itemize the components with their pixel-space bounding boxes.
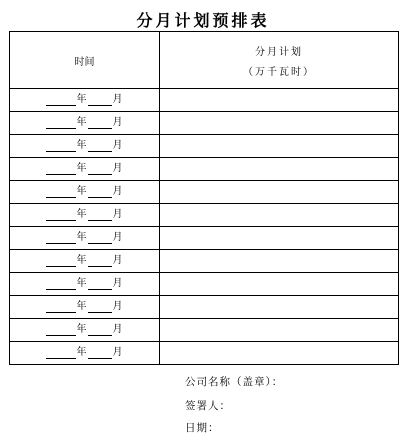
month-blank[interactable] xyxy=(88,209,112,221)
year-blank[interactable] xyxy=(46,140,76,152)
table-row xyxy=(10,227,399,250)
table-row xyxy=(10,296,399,319)
year-blank[interactable] xyxy=(46,186,76,198)
month-unit: 月 xyxy=(112,232,123,243)
table-row xyxy=(10,158,399,181)
date-cell[interactable] xyxy=(10,319,160,342)
month-unit: 月 xyxy=(112,347,123,358)
header-plan-title: 分月计划 xyxy=(255,46,303,58)
plan-value-cell[interactable] xyxy=(160,319,399,342)
date-cell[interactable] xyxy=(10,273,160,296)
month-blank[interactable] xyxy=(88,278,112,290)
year-unit: 年 xyxy=(76,278,87,289)
month-unit: 月 xyxy=(112,94,123,105)
year-blank[interactable] xyxy=(46,117,76,129)
month-blank[interactable] xyxy=(88,94,112,106)
plan-value-cell[interactable] xyxy=(160,204,399,227)
date-cell[interactable] xyxy=(10,250,160,273)
year-blank[interactable] xyxy=(46,232,76,244)
date-cell[interactable] xyxy=(10,89,160,112)
month-blank[interactable] xyxy=(88,347,112,359)
date-cell[interactable] xyxy=(10,158,160,181)
header-monthly-plan xyxy=(160,32,399,89)
plan-value-cell[interactable] xyxy=(160,250,399,273)
company-name-label: 公司名称（盖章）： xyxy=(185,376,284,388)
month-unit: 月 xyxy=(112,324,123,335)
table-row xyxy=(10,112,399,135)
month-unit: 月 xyxy=(112,163,123,174)
plan-value-cell[interactable] xyxy=(160,112,399,135)
year-blank[interactable] xyxy=(46,255,76,267)
year-unit: 年 xyxy=(76,186,87,197)
month-unit: 月 xyxy=(112,255,123,266)
monthly-plan-table xyxy=(9,31,399,365)
header-time: 时间 xyxy=(10,32,160,89)
plan-value-cell[interactable] xyxy=(160,227,399,250)
year-unit: 年 xyxy=(76,117,87,128)
header-plan-unit: （万千瓦时） xyxy=(243,66,315,78)
plan-value-cell[interactable] xyxy=(160,158,399,181)
table-row xyxy=(10,89,399,112)
table-row xyxy=(10,273,399,296)
date-cell[interactable] xyxy=(10,112,160,135)
month-blank[interactable] xyxy=(88,140,112,152)
year-unit: 年 xyxy=(76,140,87,151)
year-unit: 年 xyxy=(76,163,87,174)
year-unit: 年 xyxy=(76,255,87,266)
table-row xyxy=(10,181,399,204)
form-title: 分月计划预排表 xyxy=(136,11,270,30)
year-unit: 年 xyxy=(76,209,87,220)
plan-value-cell[interactable] xyxy=(160,296,399,319)
month-unit: 月 xyxy=(112,117,123,128)
month-blank[interactable] xyxy=(88,163,112,175)
table-row xyxy=(10,319,399,342)
year-blank[interactable] xyxy=(46,324,76,336)
table-header-row xyxy=(10,32,399,89)
date-cell[interactable] xyxy=(10,135,160,158)
plan-value-cell[interactable] xyxy=(160,181,399,204)
month-unit: 月 xyxy=(112,278,123,289)
month-blank[interactable] xyxy=(88,186,112,198)
table-row xyxy=(10,204,399,227)
date-cell[interactable] xyxy=(10,204,160,227)
year-blank[interactable] xyxy=(46,278,76,290)
date-cell[interactable] xyxy=(10,227,160,250)
plan-value-cell[interactable] xyxy=(160,89,399,112)
plan-value-cell[interactable] xyxy=(160,273,399,296)
table-row xyxy=(10,342,399,365)
date-cell[interactable] xyxy=(10,296,160,319)
month-unit: 月 xyxy=(112,140,123,151)
year-unit: 年 xyxy=(76,324,87,335)
table-row xyxy=(10,135,399,158)
month-unit: 月 xyxy=(112,209,123,220)
month-blank[interactable] xyxy=(88,301,112,313)
year-blank[interactable] xyxy=(46,94,76,106)
signer-label: 签署人： xyxy=(185,400,231,412)
month-blank[interactable] xyxy=(88,255,112,267)
month-blank[interactable] xyxy=(88,232,112,244)
month-unit: 月 xyxy=(112,186,123,197)
date-label: 日期： xyxy=(185,422,220,434)
date-cell[interactable] xyxy=(10,181,160,204)
year-blank[interactable] xyxy=(46,301,76,313)
date-cell[interactable] xyxy=(10,342,160,365)
year-unit: 年 xyxy=(76,301,87,312)
year-blank[interactable] xyxy=(46,347,76,359)
year-blank[interactable] xyxy=(46,163,76,175)
month-blank[interactable] xyxy=(88,324,112,336)
plan-value-cell[interactable] xyxy=(160,342,399,365)
year-unit: 年 xyxy=(76,94,87,105)
month-blank[interactable] xyxy=(88,117,112,129)
plan-value-cell[interactable] xyxy=(160,135,399,158)
year-blank[interactable] xyxy=(46,209,76,221)
month-unit: 月 xyxy=(112,301,123,312)
year-unit: 年 xyxy=(76,347,87,358)
year-unit: 年 xyxy=(76,232,87,243)
table-row xyxy=(10,250,399,273)
